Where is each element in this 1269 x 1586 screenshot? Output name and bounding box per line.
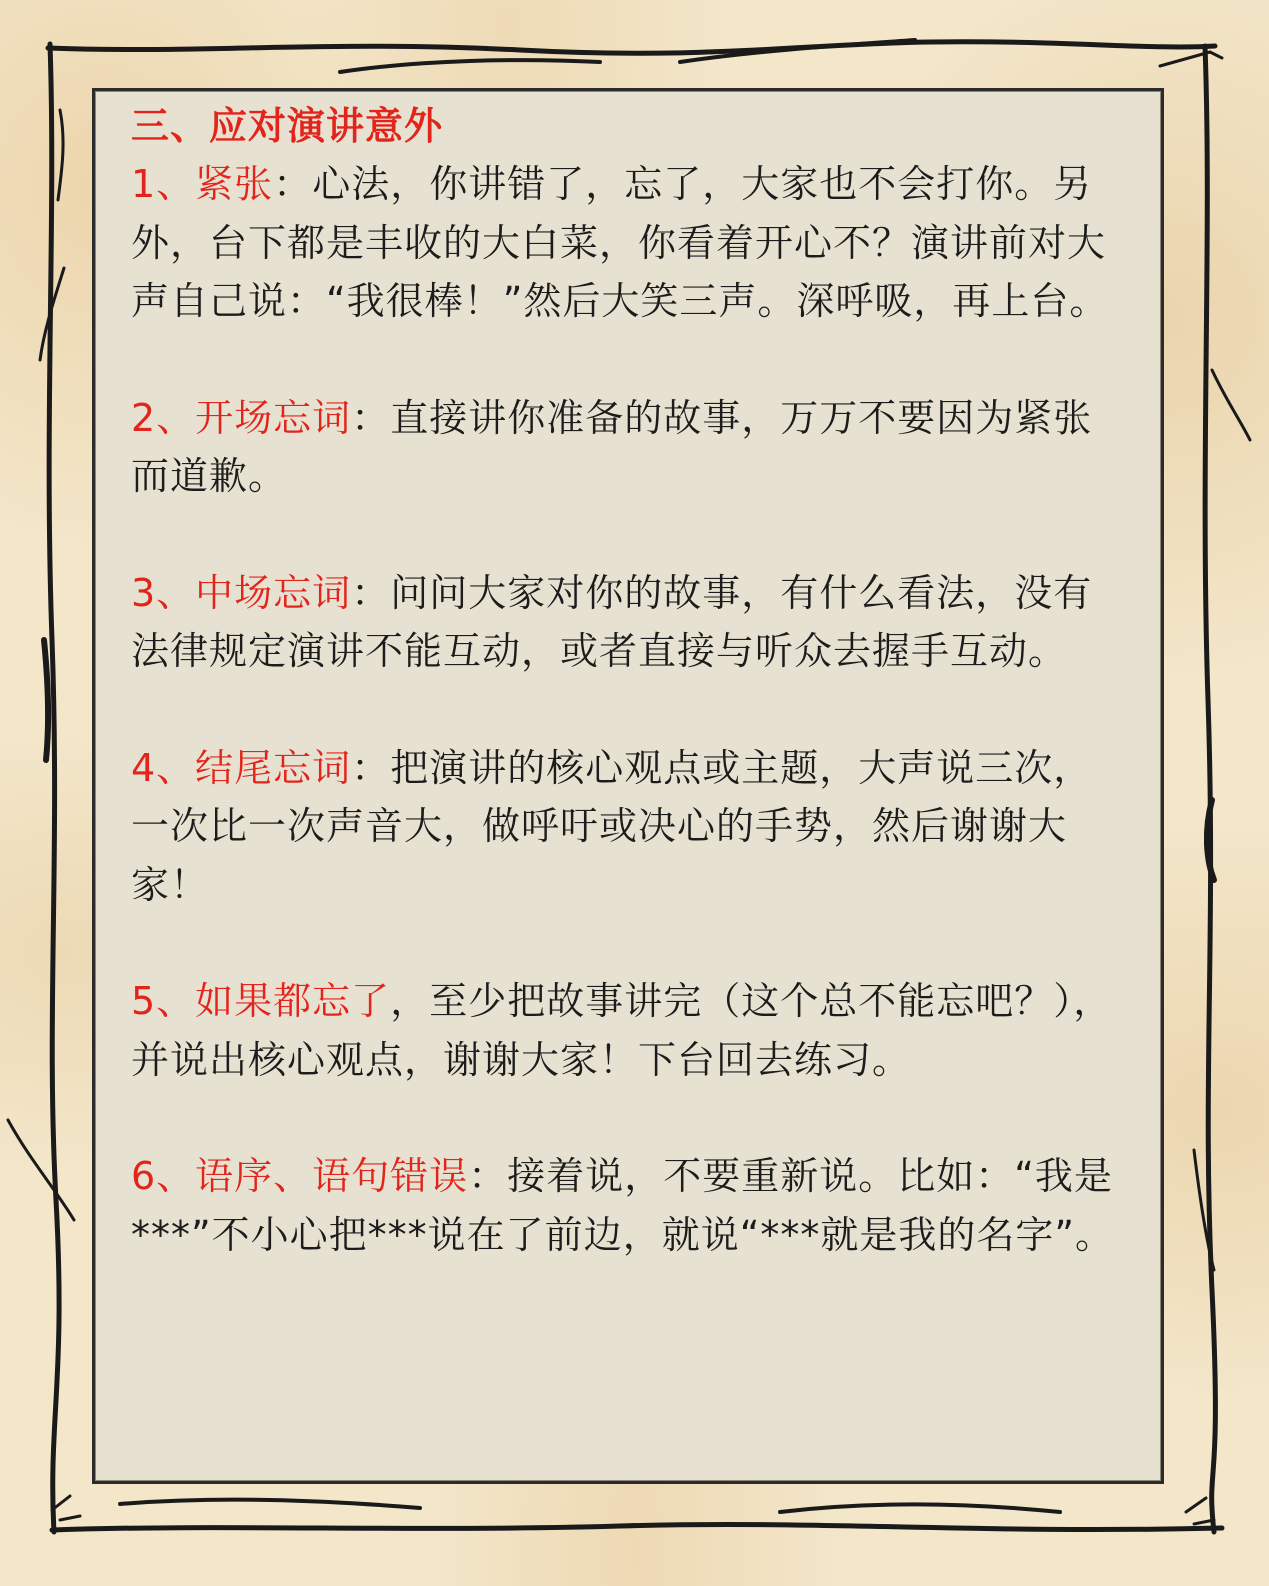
tip-text: ，至少把故事讲完（这个总不能忘吧？），并说出核心观点，谢谢大家！下台回去练习。: [131, 979, 1113, 1082]
content-body: [131, 97, 1131, 1264]
section-title: 三、应对演讲意外: [131, 104, 444, 148]
tip-key: 5、如果都忘了: [131, 979, 391, 1023]
tip-key: 4、结尾忘词: [131, 745, 352, 790]
tip-key: 3、中场忘词: [131, 570, 352, 615]
tip-item-6: [131, 1147, 1131, 1264]
tip-item-5: [131, 972, 1131, 1089]
tip-key: 6、语序、语句错误: [131, 1154, 469, 1198]
tip-text: ：心法，你讲错了，忘了，大家也不会打你。另外，台下都是丰收的大白菜，你看着开心不？演讲前对大声自己说：“我很棒！”然后大笑三声。深呼吸，再上台。: [131, 162, 1109, 323]
tip-key: 1、紧张: [131, 162, 274, 206]
tip-item-4: [131, 739, 1131, 915]
tip-key: 2、开场忘词: [131, 395, 352, 440]
tip-text: ：接着说，不要重新说。比如：“我是***”不小心把***说在了前边，就说“***就是我的名字”。: [131, 1154, 1115, 1257]
tip-item-2: [131, 389, 1131, 506]
tip-text: ：问问大家对你的故事，有什么看法，没有法律规定演讲不能互动，或者直接与听众去握手互动。: [131, 570, 1093, 673]
tip-text: ：直接讲你准备的故事，万万不要因为紧张而道歉。: [131, 395, 1093, 498]
tip-item-1: [131, 155, 1131, 331]
tip-text: ：把演讲的核心观点或主题，大声说三次，一次比一次声音大，做呼吁或决心的手势，然后谢谢大家！: [131, 745, 1093, 907]
content-panel: [92, 88, 1164, 1484]
tip-item-3: [131, 564, 1131, 681]
